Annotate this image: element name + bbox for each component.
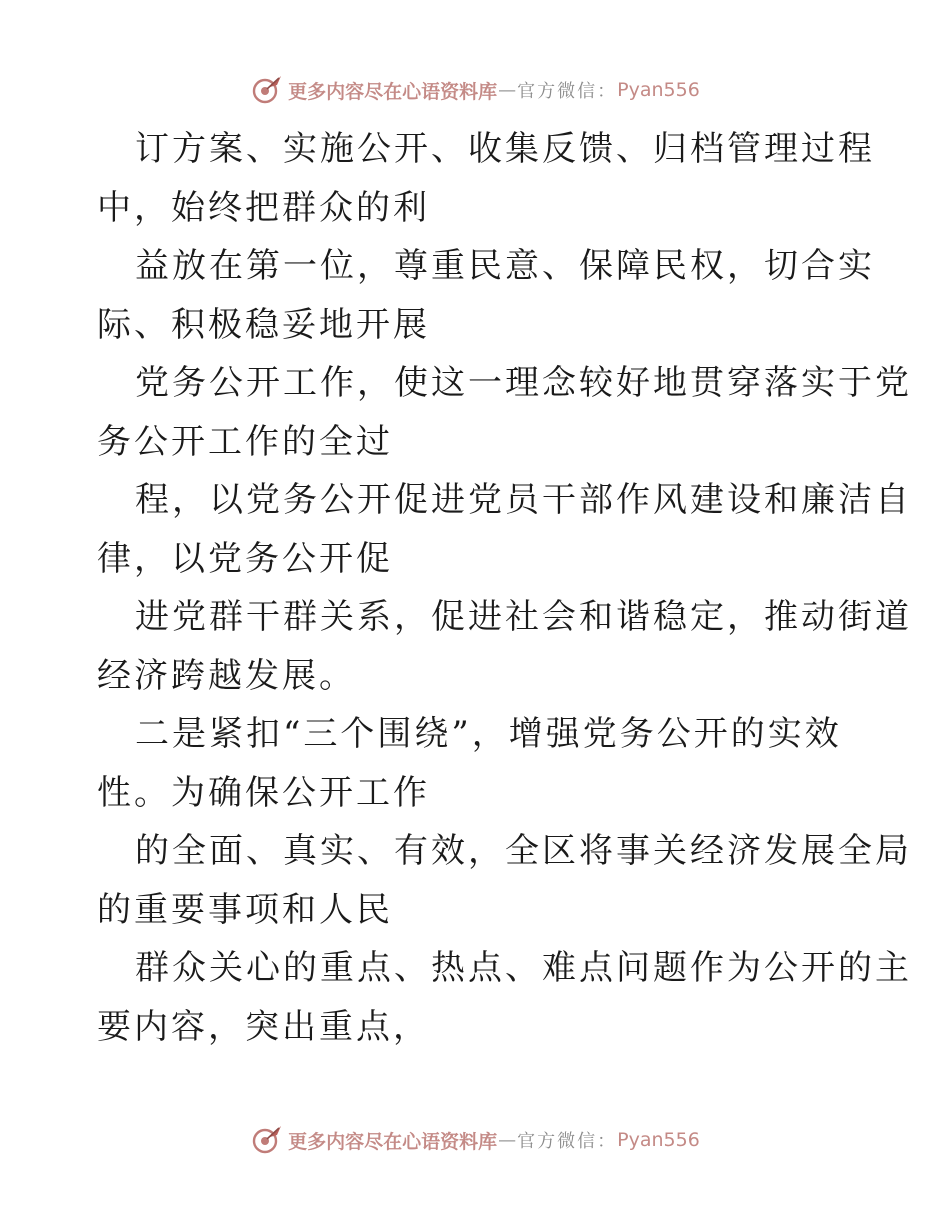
paragraph-line: 的全面、真实、有效，全区将事关经济发展全局	[135, 831, 912, 871]
document-body	[97, 120, 912, 1056]
paragraph	[97, 588, 912, 705]
paragraph-line: 群众关心的重点、热点、难点问题作为公开的主	[135, 948, 912, 988]
paragraph	[97, 822, 912, 939]
footer-watermark	[0, 1122, 950, 1158]
paragraph-line: 的重要事项和人民	[97, 889, 393, 930]
paragraph-line: 中，始终把群众的利	[97, 187, 430, 228]
paragraph-line: 党务公开工作，使这一理念较好地贯穿落实于党	[135, 363, 912, 403]
paragraph-line: 益放在第一位，尊重民意、保障民权，切合实	[135, 246, 875, 286]
watermark-separator: —	[498, 1129, 517, 1151]
watermark-site-text: 更多内容尽在心语资料库	[288, 80, 498, 103]
paragraph	[97, 939, 912, 1056]
paragraph-line: 性。为确保公开工作	[97, 772, 430, 813]
paragraph-line: 务公开工作的全过	[97, 421, 393, 462]
paragraph-line: 二是紧扣“三个围绕”，增强党务公开的实效	[135, 714, 842, 754]
paragraph-line: 要内容，突出重点，	[97, 1006, 430, 1047]
paragraph	[97, 471, 912, 588]
watermark-separator: —	[498, 79, 517, 101]
paragraph	[97, 237, 875, 354]
watermark-wechat-id: Pyan556	[617, 79, 700, 101]
watermark-site-text: 更多内容尽在心语资料库	[288, 1130, 498, 1153]
paragraph-line: 订方案、实施公开、收集反馈、归档管理过程	[135, 129, 875, 169]
header-watermark	[0, 72, 950, 108]
watermark-wechat-label: 官方微信：	[517, 81, 618, 102]
paragraph-line: 律，以党务公开促	[97, 538, 393, 579]
quill-logo-icon	[250, 73, 284, 107]
watermark-wechat-id: Pyan556	[617, 1129, 700, 1151]
paragraph-line: 进党群干群关系，促进社会和谐稳定，推动街道	[135, 597, 912, 637]
quill-logo-icon	[250, 1123, 284, 1157]
paragraph	[97, 354, 912, 471]
paragraph	[97, 120, 875, 237]
paragraph-line: 经济跨越发展。	[97, 655, 356, 696]
paragraph-line: 程，以党务公开促进党员干部作风建设和廉洁自	[135, 480, 912, 520]
paragraph	[97, 705, 857, 822]
paragraph-line: 际、积极稳妥地开展	[97, 304, 430, 345]
watermark-wechat-label: 官方微信：	[517, 1131, 618, 1152]
